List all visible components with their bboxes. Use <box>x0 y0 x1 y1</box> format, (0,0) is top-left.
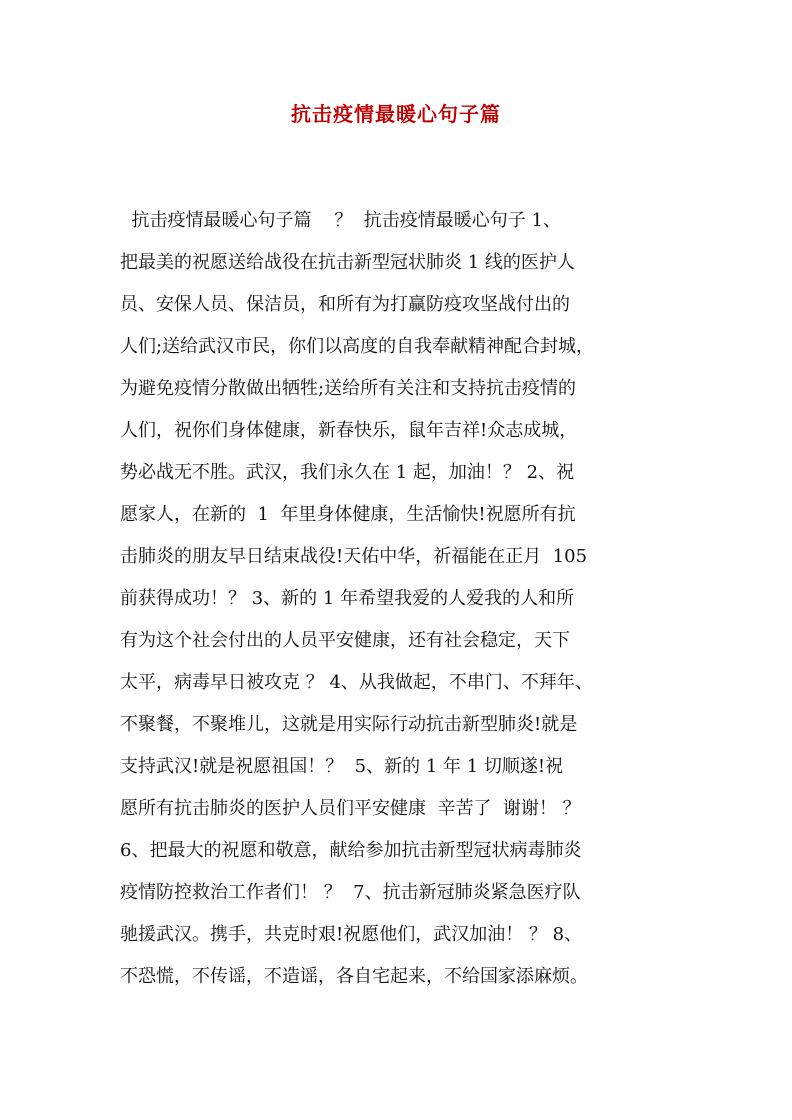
body-line: 太平，病毒早日被攻克 ？ 4、从我做起，不串门、不拜年、 <box>120 672 593 693</box>
body-line: 员、安保人员、保洁员，和所有为打赢防疫攻坚战付出的 <box>120 294 570 315</box>
document-body <box>120 200 680 998</box>
body-line: 愿家人，在新的 1 年里身体健康，生活愉快!祝愿所有抗 <box>120 504 576 525</box>
body-line: 人们;送给武汉市民，你们以高度的自我奉献精神配合封城， <box>120 336 595 357</box>
document-title: 抗击疫情最暖心句子篇 <box>291 102 501 126</box>
body-line: 人们，祝你们身体健康，新春快乐，鼠年吉祥!众志成城， <box>120 420 578 441</box>
body-line: 击肺炎的朋友早日结束战役!天佑中华，祈福能在正月 105 <box>120 546 588 567</box>
body-line: 疫情防控救治工作者们！ ？ 7、抗击新冠肺炎紧急医疗队 <box>120 882 581 903</box>
body-line: 不聚餐，不聚堆儿，这就是用实际行动抗击新型肺炎!就是 <box>120 714 578 735</box>
body-line: 前获得成功！？ 3、新的 1 年希望我爱的人爱我的人和所 <box>120 588 575 609</box>
body-line: 不恐慌，不传谣，不造谣，各自宅起来，不给国家添麻烦。 <box>120 966 588 987</box>
body-line: 抗击疫情最暖心句子篇 ？ 抗击疫情最暖心句子 1、 <box>120 210 561 231</box>
body-line: 把最美的祝愿送给战役在抗击新型冠状肺炎 1 线的医护人 <box>120 252 575 273</box>
body-line: 驰援武汉。携手，共克时艰!祝愿他们，武汉加油！ ？ 8、 <box>120 924 583 945</box>
body-line: 6、把最大的祝愿和敬意，献给参加抗击新型冠状病毒肺炎 <box>120 840 582 861</box>
body-line: 为避免疫情分散做出牺牲;送给所有关注和支持抗击疫情的 <box>120 378 577 399</box>
body-line: 势必战无不胜。武汉，我们永久在 1 起，加油！？ 2、祝 <box>120 462 575 483</box>
body-line: 愿所有抗击肺炎的医护人员们平安健康 辛苦了 谢谢！ ？ <box>120 798 581 819</box>
body-line: 有为这个社会付出的人员平安健康，还有社会稳定，天下 <box>120 630 570 651</box>
body-line: 支持武汉!就是祝愿祖国！？ 5、新的 1 年 1 切顺遂!祝 <box>120 756 564 777</box>
